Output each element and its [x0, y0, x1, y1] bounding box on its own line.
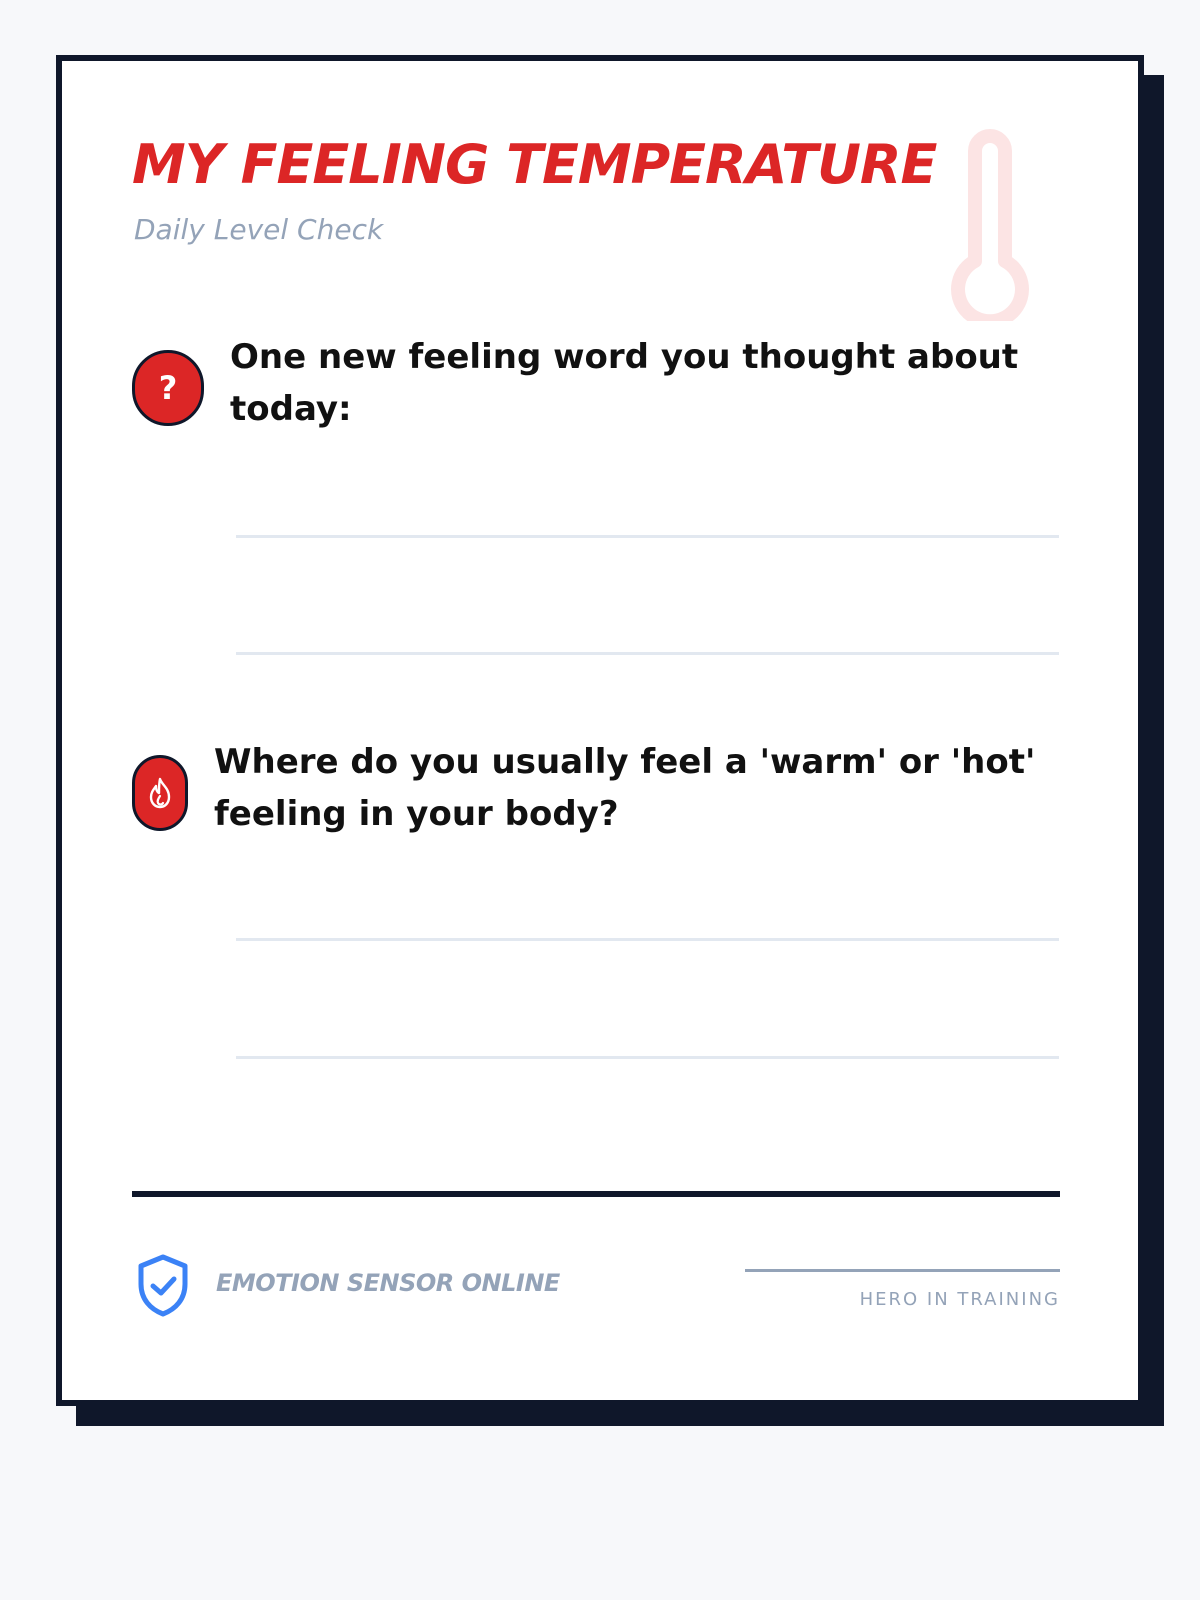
question-mark-icon — [132, 350, 204, 426]
footer-divider — [132, 1191, 1060, 1197]
flame-glyph — [145, 776, 175, 810]
page-subtitle: Daily Level Check — [134, 213, 384, 246]
answer-line-2b[interactable] — [236, 1056, 1059, 1059]
signature-line[interactable] — [745, 1269, 1060, 1272]
question-2-prompt: Where do you usually feel a 'warm' or 'hot' feeling in your body? — [214, 742, 1036, 834]
answer-line-2a[interactable] — [236, 938, 1059, 941]
answer-line-1a[interactable] — [236, 535, 1059, 538]
page-title: MY FEELING TEMPERATURE — [132, 133, 937, 196]
signature-label: HERO IN TRAINING — [859, 1289, 1060, 1310]
question-mark-glyph: ? — [158, 369, 178, 407]
sensor-status: EMOTION SENSOR ONLINE — [216, 1269, 560, 1297]
thermometer-icon — [940, 121, 1040, 321]
question-1-prompt: One new feeling word you thought about today: — [230, 337, 1019, 429]
shield-check-icon — [136, 1253, 190, 1317]
flame-icon — [132, 755, 188, 831]
answer-line-1b[interactable] — [236, 652, 1059, 655]
worksheet-card — [56, 55, 1144, 1406]
